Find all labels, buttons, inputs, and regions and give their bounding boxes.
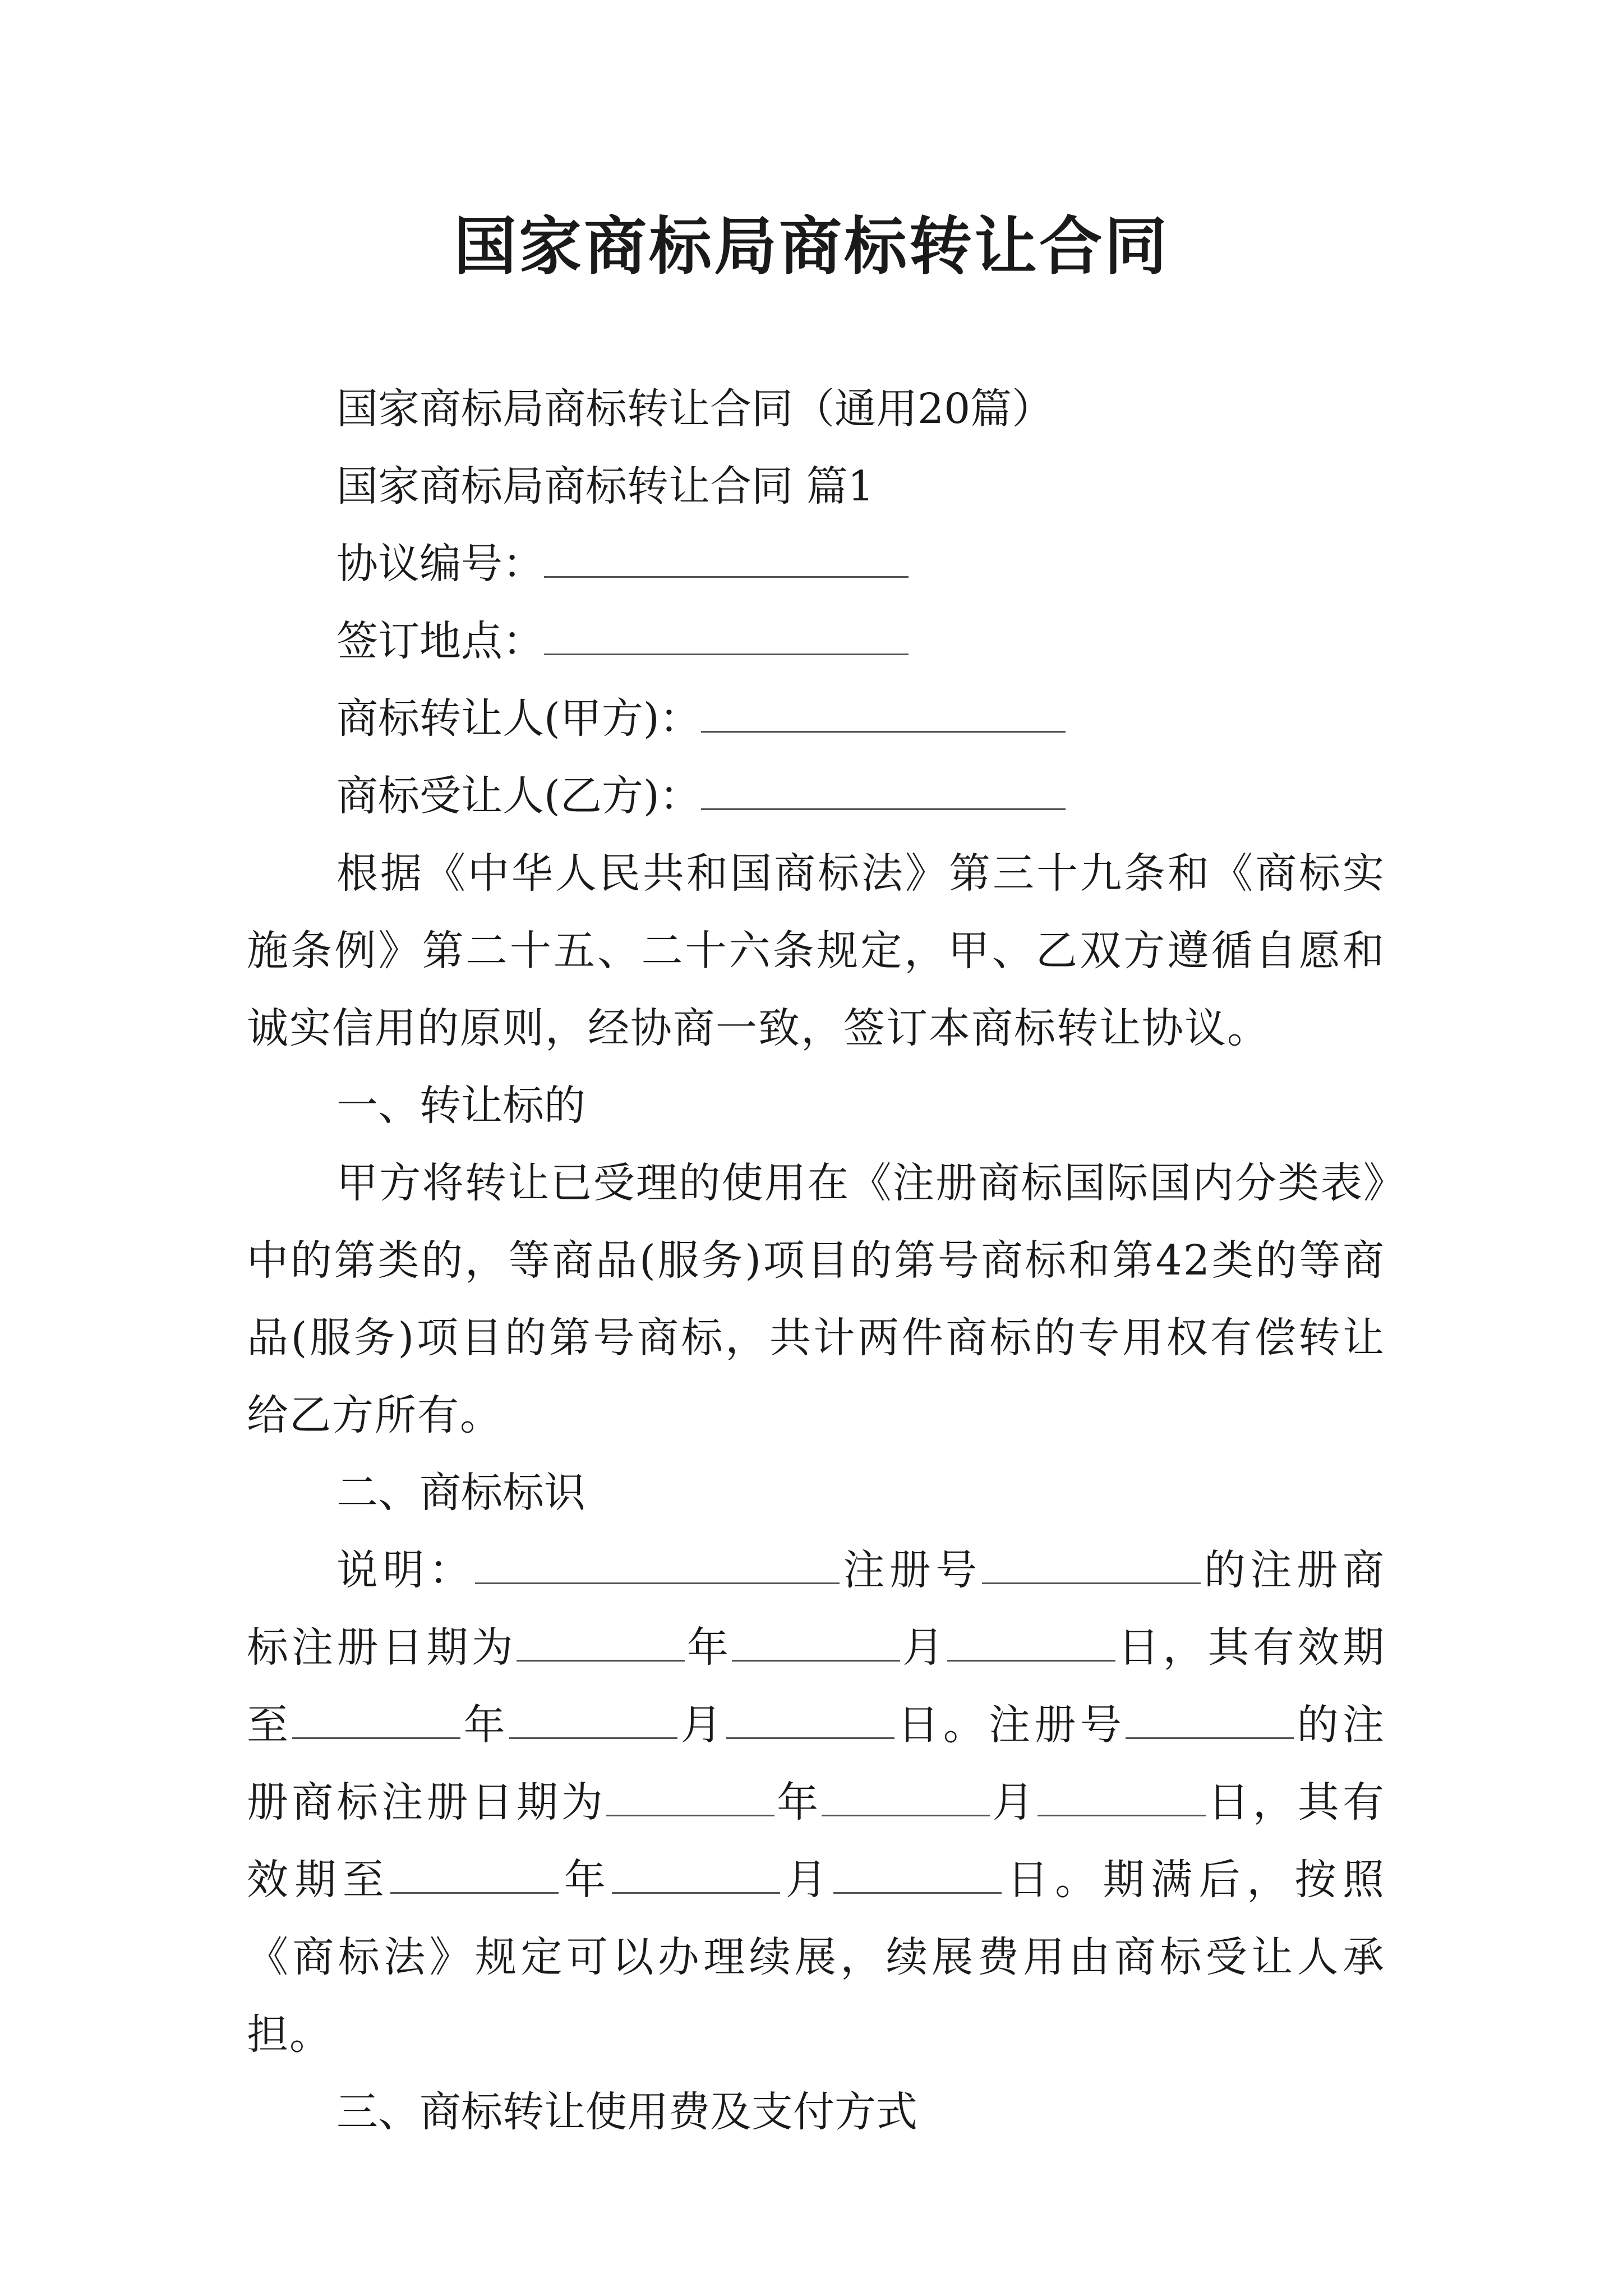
text: 日。注册号	[894, 1701, 1126, 1749]
blank-line	[1038, 1780, 1206, 1816]
text: 年	[774, 1778, 822, 1826]
blank-line	[544, 541, 909, 578]
blank-line	[390, 1857, 559, 1894]
paragraph-2	[247, 1531, 1385, 2073]
heading-1: 一、转让标的	[336, 1082, 585, 1130]
blank-line	[606, 1780, 774, 1816]
text: 月	[900, 1623, 948, 1672]
field-transferor	[247, 680, 1385, 757]
document-title: 国家商标局商标转让合同	[454, 210, 1169, 283]
text: 注册号	[840, 1546, 982, 1594]
text: 年	[684, 1623, 732, 1672]
heading-2: 二、商标标识	[336, 1469, 585, 1517]
subtitle: 国家商标局商标转让合同（通用20篇）	[336, 385, 1054, 433]
blank-line	[947, 1625, 1115, 1662]
blank-line	[701, 696, 1066, 733]
blank-line	[732, 1625, 900, 1662]
text: 年	[559, 1856, 612, 1904]
field-transferee	[247, 757, 1385, 835]
text: 日，其有效期至	[247, 1623, 1385, 1749]
paragraph-1: 甲方将转让已受理的使用在《注册商标国际国内分类表》中的第类的，等商品(服务)项目的第号商标和第42类的等商品(服务)项目的第号商标，共计两件商标的专用权有偿转让给乙方所有。	[247, 1159, 1385, 1439]
text: 的注册商标注册日期为	[247, 1546, 1386, 1672]
blank-line	[982, 1548, 1201, 1584]
document-body	[247, 370, 1385, 2151]
field-agreement-no	[247, 525, 1385, 602]
text: 日。期满后，按照《商标法》规定可以办理续展，续展费用由商标受让人承担。	[247, 1856, 1386, 2059]
field-label: 商标转让人(甲方)：	[336, 694, 701, 743]
text: 的注册商标注册日期为	[247, 1701, 1386, 1826]
text: 日，其有效期至	[247, 1778, 1385, 1904]
blank-line	[822, 1780, 990, 1816]
text: 年	[460, 1701, 510, 1749]
blank-line	[292, 1703, 460, 1739]
section-title: 国家商标局商标转让合同 篇1	[336, 462, 874, 510]
blank-line	[517, 1625, 685, 1662]
field-sign-place	[247, 602, 1385, 680]
blank-line	[1126, 1703, 1294, 1739]
text: 月	[677, 1701, 726, 1749]
heading-3: 三、商标转让使用费及支付方式	[336, 2088, 917, 2136]
blank-line	[726, 1703, 895, 1739]
text: 月	[990, 1778, 1038, 1826]
blank-line	[509, 1703, 677, 1739]
blank-line	[701, 774, 1066, 810]
blank-line	[475, 1548, 840, 1584]
text: 月	[780, 1856, 834, 1904]
blank-line	[833, 1857, 1002, 1894]
preamble-paragraph: 根据《中华人民共和国商标法》第三十九条和《商标实施条例》第二十五、二十六条规定，甲、乙双方遵循自愿和诚实信用的原则，经协商一致，签订本商标转让协议。	[247, 849, 1385, 1052]
field-label: 商标受让人(乙方)：	[336, 772, 701, 820]
field-label: 协议编号：	[336, 540, 544, 588]
text: 说明：	[336, 1546, 476, 1594]
field-label: 签订地点：	[336, 617, 544, 665]
blank-line	[544, 619, 909, 655]
blank-line	[612, 1857, 780, 1894]
